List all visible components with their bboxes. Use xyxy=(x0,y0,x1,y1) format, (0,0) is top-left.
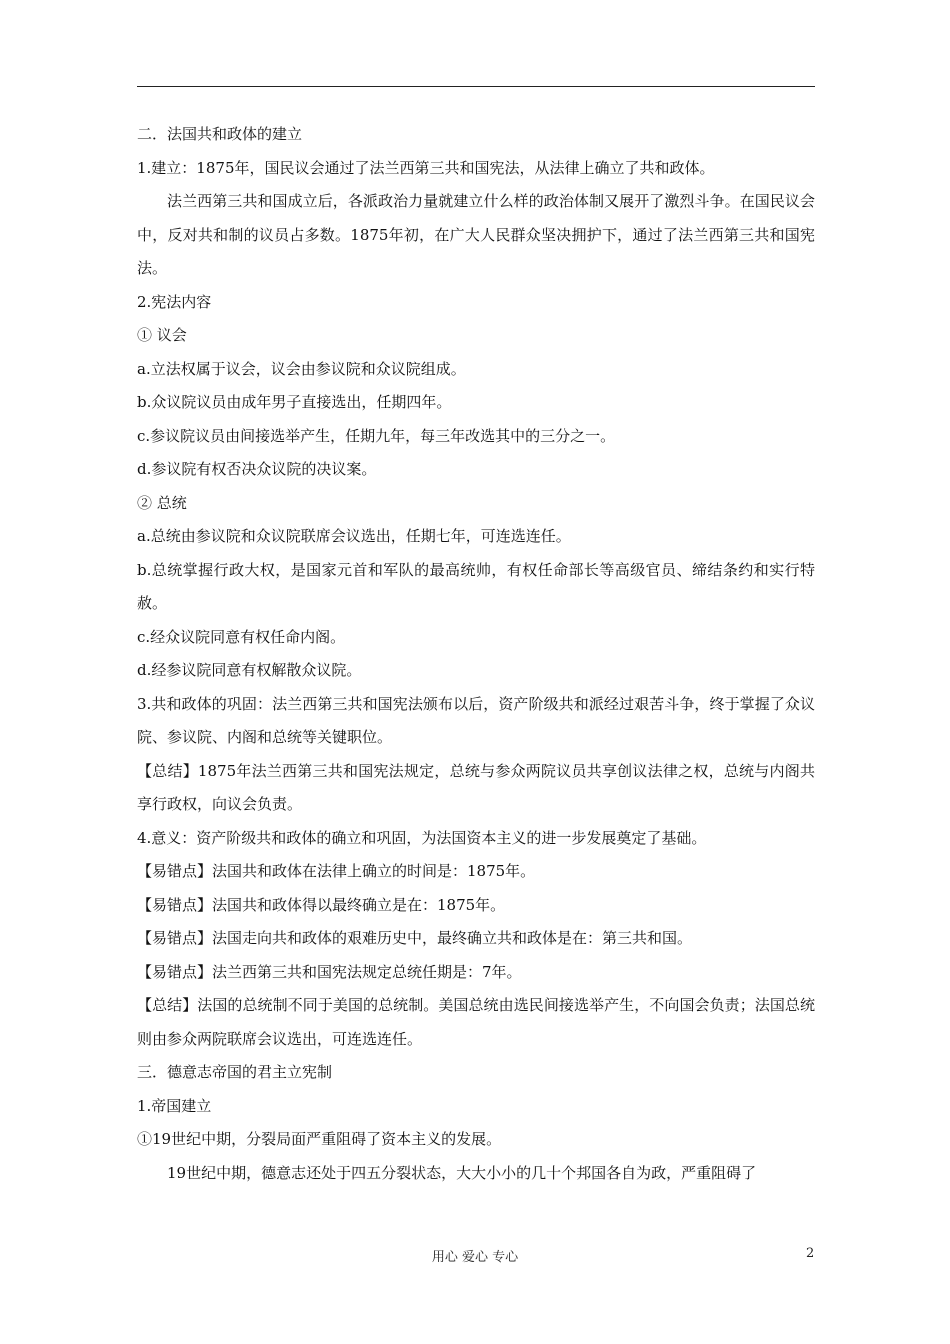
document-body xyxy=(137,118,815,1190)
section-heading: 三．德意志帝国的君主立宪制 xyxy=(137,1063,333,1081)
page-footer: 用心 爱心 专心 xyxy=(431,1250,519,1265)
paragraph: 法兰西第三共和国成立后，各派政治力量就建立什么样的政治体制又展开了激烈斗争。在国民议会中，反对共和制的议员占多数。1875年初，在广大人民群众坚决拥护下，通过了法兰西第三共和国宪法。 xyxy=(137,192,815,277)
paragraph: 3.共和政体的巩固：法兰西第三共和国宪法颁布以后，资产阶级共和派经过艰苦斗争，终于掌握了众议院、参议院、内阁和总统等关键职位。 xyxy=(137,694,815,746)
error-prone-note: 【易错点】法兰西第三共和国宪法规定总统任期是：7年。 xyxy=(137,962,522,981)
paragraph: 19世纪中期，德意志还处于四五分裂状态，大大小小的几十个邦国各自为政，严重阻碍了 xyxy=(167,1163,757,1182)
paragraph: 1.帝国建立 xyxy=(137,1096,212,1115)
error-prone-note: 【易错点】法国走向共和政体的艰难历史中，最终确立共和政体是在：第三共和国。 xyxy=(137,929,693,947)
header-rule xyxy=(137,86,815,87)
list-item: c.参议院议员由间接选举产生，任期九年，每三年改选其中的三分之一。 xyxy=(137,426,616,445)
section-heading: 二．法国共和政体的建立 xyxy=(137,125,303,143)
page-number: 2 xyxy=(806,1246,815,1261)
error-prone-note: 【易错点】法国共和政体在法律上确立的时间是：1875年。 xyxy=(137,862,536,880)
list-item: a.总统由参议院和众议院联席会议选出，任期七年，可连选连任。 xyxy=(137,527,571,545)
paragraph: 1.建立：1875年，国民议会通过了法兰西第三共和国宪法，从法律上确立了共和政体。 xyxy=(137,158,715,177)
summary-note: 【总结】法国的总统制不同于美国的总统制。美国总统由选民间接选举产生，不向国会负责；法国总统则由参众两院联席会议选出，可连选连任。 xyxy=(137,996,815,1048)
list-item: b.总统掌握行政大权，是国家元首和军队的最高统帅，有权任命部长等高级官员、缔结条约和实行特赦。 xyxy=(137,560,815,612)
list-heading: ① 议会 xyxy=(137,326,187,344)
list-item: a.立法权属于议会，议会由参议院和众议院组成。 xyxy=(137,359,466,378)
list-item: d.参议院有权否决众议院的决议案。 xyxy=(137,460,377,478)
list-item: b.众议院议员由成年男子直接选出，任期四年。 xyxy=(137,393,452,411)
paragraph: 4.意义：资产阶级共和政体的确立和巩固，为法国资本主义的进一步发展奠定了基础。 xyxy=(137,828,707,847)
paragraph: 2.宪法内容 xyxy=(137,292,212,311)
list-heading: ② 总统 xyxy=(137,493,187,512)
list-item: d.经参议院同意有权解散众议院。 xyxy=(137,661,362,679)
summary-note: 【总结】1875年法兰西第三共和国宪法规定，总统与参众两院议员共享创议法律之权，总统与内阁共享行政权，向议会负责。 xyxy=(137,761,815,813)
list-item: c.经众议院同意有权任命内阁。 xyxy=(137,627,346,646)
error-prone-note: 【易错点】法国共和政体得以最终确立是在：1875年。 xyxy=(137,895,506,914)
list-item: ①19世纪中期，分裂局面严重阻碍了资本主义的发展。 xyxy=(137,1130,502,1148)
